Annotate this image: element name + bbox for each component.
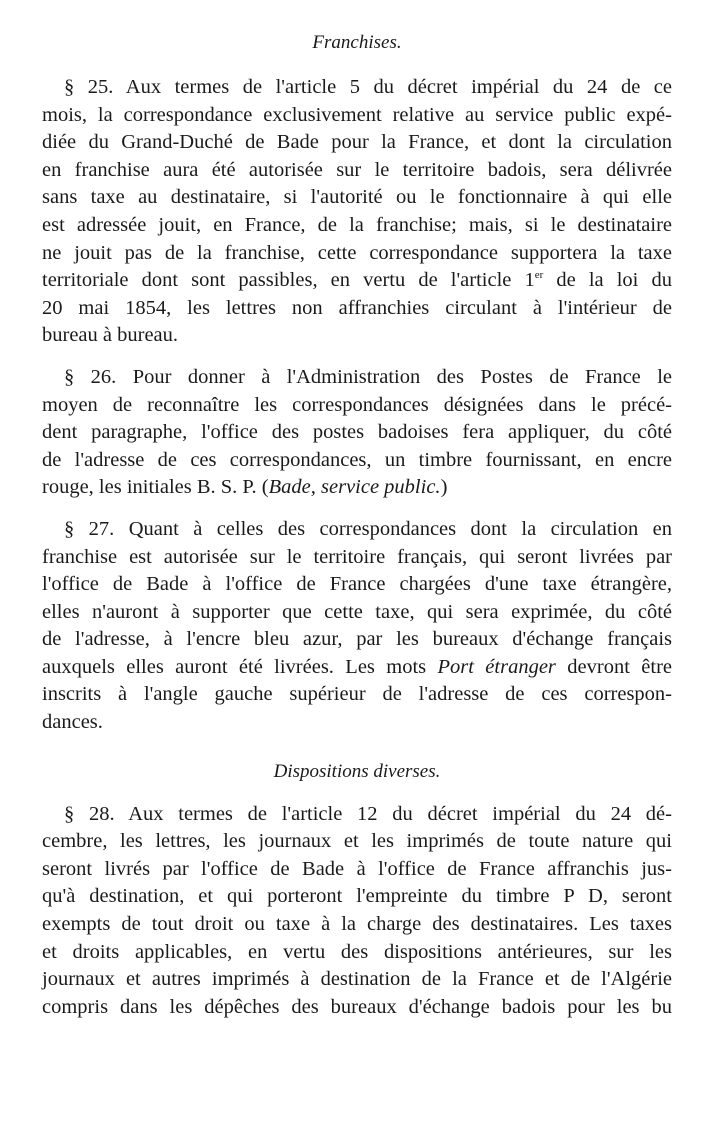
text-line: cembre, les lettres, les journaux et les imprimés de toute nature qui [42, 830, 672, 853]
text-line: bureau à bureau. [42, 324, 179, 347]
text-line: § 25. Aux termes de l'article 5 du décret impérial du 24 de ce [64, 76, 672, 98]
italic-text: Port étranger [437, 655, 556, 678]
paragraph-26 [42, 364, 672, 502]
text-line-with-italic [42, 654, 672, 682]
text-segment: devront être [555, 655, 672, 678]
text-line: seront livrés par l'office de Bade à l'office de France affranchis jus- [42, 857, 672, 880]
text-segment: territoriale dont sont passibles, en vertu de l'article 1 [42, 269, 535, 292]
text-line: exempts de tout droit ou taxe à la charge des destinataires. Les taxes [42, 913, 672, 936]
text-line: est adressée jouit, en France, de la franchise; mais, si le destinataire [42, 213, 672, 236]
text-line: de l'adresse de ces correspondances, un timbre fournissant, en encre [42, 448, 672, 471]
text-line: en franchise aura été autorisée sur le territoire badois, sera délivrée [42, 158, 672, 181]
paragraph-28 [42, 801, 672, 1022]
text-line: compris dans les dépêches des bureaux d'échange badois pour les bu [42, 995, 672, 1018]
text-line: diée du Grand-Duché de Bade pour la France, et dont la circulation [42, 131, 672, 154]
text-line: mois, la correspondance exclusivement relative au service public expé- [42, 103, 672, 126]
text-line: moyen de reconnaître les correspondances désignées dans le précé- [42, 393, 672, 416]
text-segment: ) [440, 476, 448, 499]
text-segment: rouge, les initiales B. S. P. ( [42, 476, 269, 499]
section-heading-franchises: Franchises. [312, 32, 402, 53]
text-line: inscrits à l'angle gauche supérieur de l'adresse de ces correspon- [42, 683, 672, 706]
paragraph-27 [42, 516, 672, 737]
section-heading-dispositions: Dispositions diverses. [273, 760, 441, 782]
text-line: § 27. Quant à celles des correspondances dont la circulation en [64, 517, 672, 540]
text-line: § 28. Aux termes de l'article 12 du décret impérial du 24 dé- [64, 802, 672, 825]
text-line-with-superscript [42, 267, 672, 295]
text-line: l'office de Bade à l'office de France chargées d'une taxe étrangère, [42, 573, 672, 596]
text-line: sans taxe au destinataire, si l'autorité ou le fonctionnaire à qui elle [42, 186, 672, 209]
text-segment: de la loi du [543, 269, 672, 292]
text-line: § 26. Pour donner à l'Administration des Postes de France le [64, 365, 672, 388]
italic-text: Bade, service public. [268, 476, 441, 499]
text-line-with-italic [42, 474, 672, 502]
text-line: franchise est autorisée sur le territoire français, qui seront livrées par [42, 545, 672, 568]
text-line: elles n'auront à supporter que cette taxe, qui sera exprimée, du côté [42, 600, 672, 623]
text-segment: auxquels elles auront été livrées. Les mots [42, 655, 438, 678]
text-line: dent paragraphe, l'office des postes badoises fera appliquer, du côté [42, 421, 672, 444]
superscript: er [534, 269, 544, 282]
text-line: et droits applicables, en vertu des dispositions antérieures, sur les [42, 940, 672, 963]
text-line: dances. [42, 711, 103, 734]
paragraph-25 [42, 74, 672, 350]
text-line: de l'adresse, à l'encre bleu azur, par les bureaux d'échange français [42, 628, 672, 651]
text-line: qu'à destination, et qui porteront l'empreinte du timbre P D, seront [42, 885, 672, 908]
text-line: journaux et autres imprimés à destination de la France et de l'Algérie [42, 968, 672, 991]
text-line: ne jouit pas de la franchise, cette correspondance supportera la taxe [42, 241, 672, 264]
text-line: 20 mai 1854, les lettres non affranchies circulant à l'intérieur de [42, 296, 672, 319]
